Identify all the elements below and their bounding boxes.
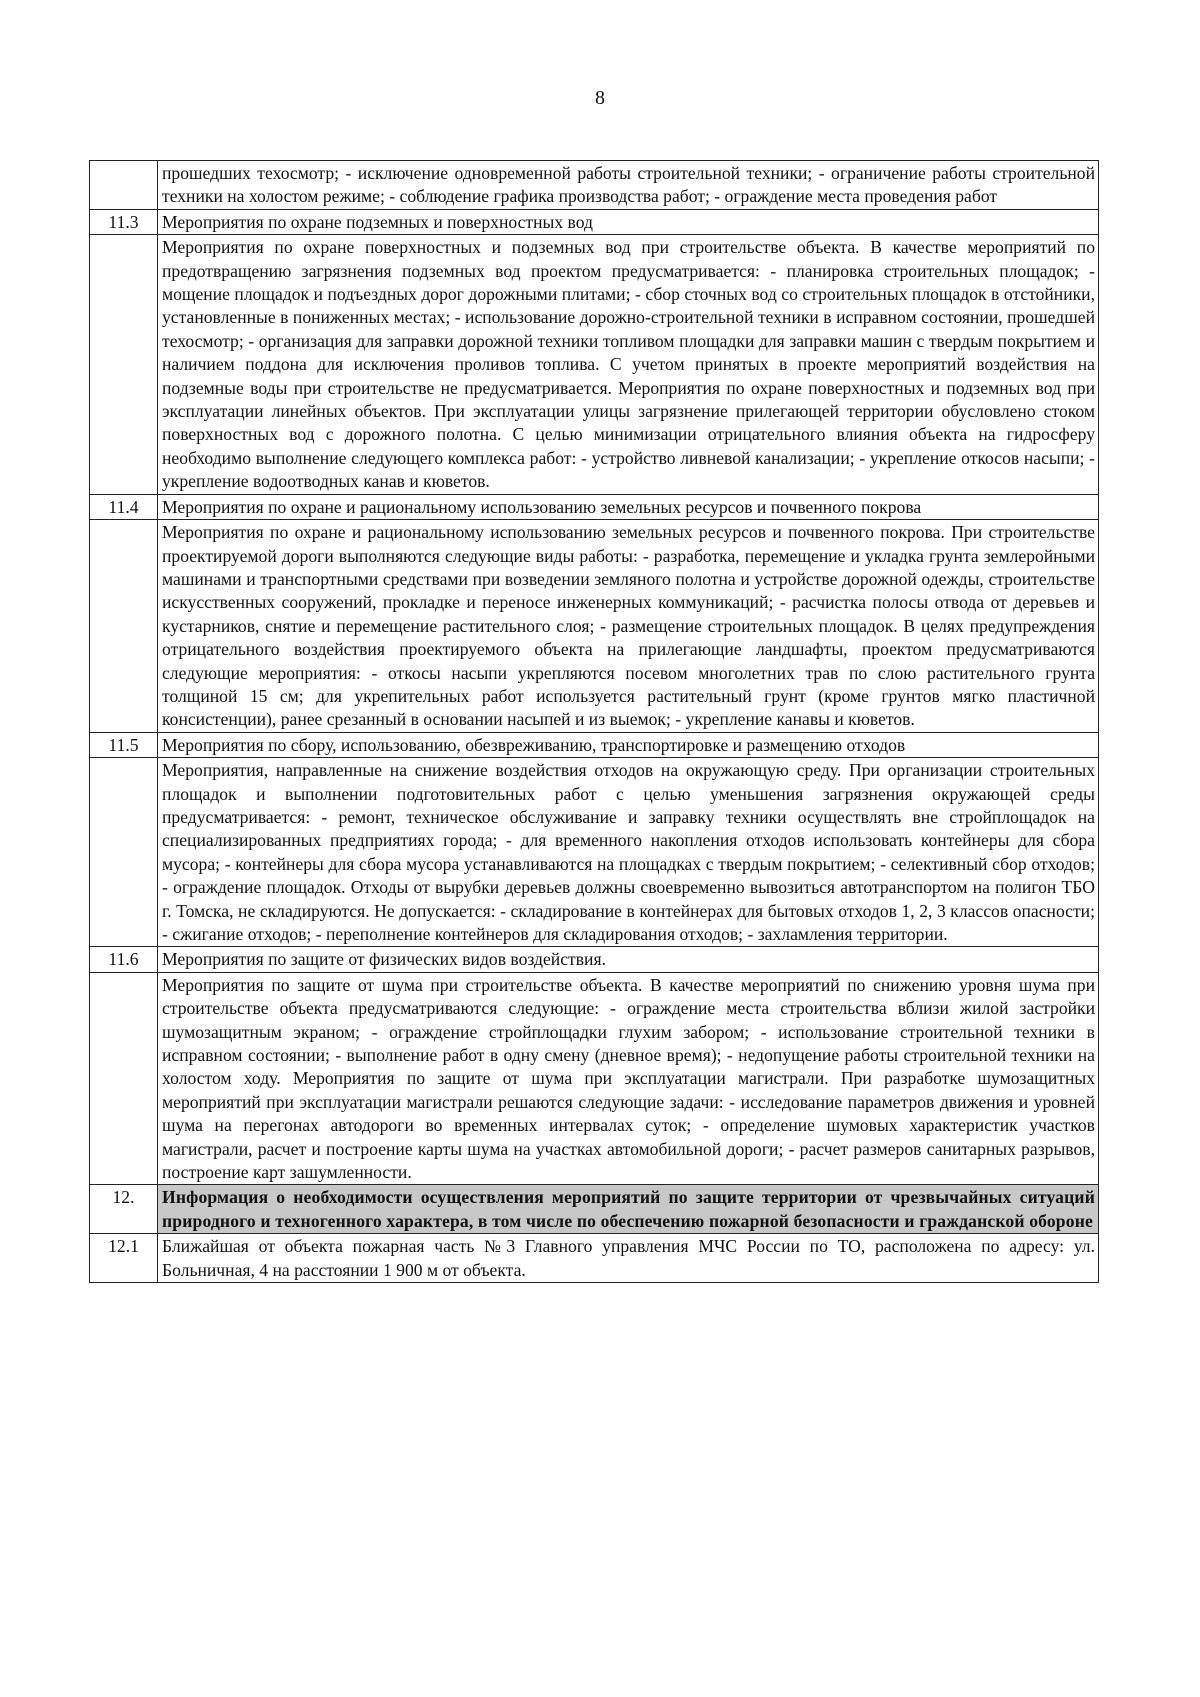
row-heading: Мероприятия по охране подземных и поверхностных вод	[158, 209, 1099, 234]
row-heading: Мероприятия по охране и рациональному использованию земельных ресурсов и почвенного покрова	[158, 494, 1099, 519]
row-text: Мероприятия по охране поверхностных и подземных вод при строительстве объекта. В качестве мероприятий по предотвращению загрязнения подземных вод проектом предусматривается: - планировка строительных площадок; - мощение площадок и подъездных дорог дорожными плитами; - сбор сточных вод со строительных площадок в отстойники, установленные в пониженных местах; - использование дорожно-строительной техники в исправном состоянии, прошедшей техосмотр; - организация для заправки дорожной техники топливом площадки для заправки машин с твердым покрытием и наличием поддона для исключения проливов топлива. С учетом принятых в проекте мероприятий воздействия на подземные воды при строительстве не предусматривается. Мероприятия по охране поверхностных и подземных вод при эксплуатации линейных объектов. При эксплуатации улицы загрязнение прилегающей территории обусловлено стоком поверхностных вод с дорожного полотна. С целью минимизации отрицательного влияния объекта на гидросферу необходимо выполнение следующего комплекса работ: - устройство ливневой канализации; - укрепление откосов насыпи; - укрепление водоотводных канав и кюветов.	[158, 235, 1099, 494]
row-number	[90, 235, 158, 494]
table-row	[90, 235, 1099, 494]
table-row	[90, 520, 1099, 733]
row-number	[90, 972, 158, 1185]
section-header-row	[90, 1185, 1099, 1234]
row-number	[90, 520, 158, 733]
table-row	[90, 758, 1099, 947]
row-number: 11.6	[90, 947, 158, 972]
table-row	[90, 972, 1099, 1185]
section-number: 12.	[90, 1185, 158, 1234]
row-number: 11.4	[90, 494, 158, 519]
row-text: прошедших техосмотр; - исключение одновременной работы строительной техники; - ограничение работы строительной техники на холостом режиме; - соблюдение графика производства работ; - ограждение места проведения работ	[158, 161, 1099, 210]
table-row	[90, 732, 1099, 757]
row-text: Ближайшая от объекта пожарная часть №3 Главного управления МЧС России по ТО, расположена по адресу: ул. Больничная, 4 на расстоянии 1 900 м от объекта.	[158, 1234, 1099, 1283]
table-row	[90, 161, 1099, 210]
table-row	[90, 209, 1099, 234]
row-text: Мероприятия, направленные на снижение воздействия отходов на окружающую среду. При организации строительных площадок и выполнении подготовительных работ с целью уменьшения загрязнения окружающей среды предусматривается: - ремонт, техническое обслуживание и заправку техники осуществлять вне стройплощадок на специализированных предприятиях города; - для временного накопления отходов использовать контейнеры для сбора мусора; - контейнеры для сбора мусора устанавливаются на площадках с твердым покрытием; - селективный сбор отходов; - ограждение площадок. Отходы от вырубки деревьев должны своевременно вывозиться автотранспортом на полигон ТБО г. Томска, не складируются. Не допускается: - складирование в контейнерах для бытовых отходов 1, 2, 3 классов опасности; - сжигание отходов; - переполнение контейнеров для складирования отходов; - захламления территории.	[158, 758, 1099, 947]
row-number: 12.1	[90, 1234, 158, 1283]
row-number: 11.5	[90, 732, 158, 757]
measures-table	[89, 160, 1099, 1283]
table-row	[90, 947, 1099, 972]
row-heading: Мероприятия по защите от физических видов воздействия.	[158, 947, 1099, 972]
section-title: Информация о необходимости осуществления мероприятий по защите территории от чрезвычайных ситуаций природного и техногенного характера, в том числе по обеспечению пожарной безопасности и гражданской обороне	[158, 1185, 1099, 1234]
row-number	[90, 161, 158, 210]
table-row	[90, 1234, 1099, 1283]
row-number: 11.3	[90, 209, 158, 234]
row-text: Мероприятия по защите от шума при строительстве объекта. В качестве мероприятий по снижению уровня шума при строительстве объекта предусматриваются следующие: - ограждение места строительства вблизи жилой застройки шумозащитным экраном; - ограждение стройплощадки глухим забором; - использование строительной техники в исправном состоянии; - выполнение работ в одну смену (дневное время); - недопущение работы строительной техники на холостом ходу. Мероприятия по защите от шума при эксплуатации магистрали. При разработке шумозащитных мероприятий при эксплуатации магистрали решаются следующие задачи: - исследование параметров движения и уровней шума на перегонах автодороги во временных интервалах суток; - определение шумовых характеристик участков магистрали, расчет и построение карты шума на участках автомобильной дороги; - расчет размеров санитарных разрывов, построение карт зашумленности.	[158, 972, 1099, 1185]
row-text: Мероприятия по охране и рациональному использованию земельных ресурсов и почвенного покрова. При строительстве проектируемой дороги выполняются следующие виды работы: - разработка, перемещение и укладка грунта землеройными машинами и транспортными средствами при возведении земляного полотна и устройстве дорожной одежды, строительстве искусственных сооружений, прокладке и переносе инженерных коммуникаций; - расчистка полосы отвода от деревьев и кустарников, снятие и перемещение растительного слоя; - размещение строительных площадок. В целях предупреждения отрицательного воздействия проектируемого объекта на прилегающие ландшафты, проектом предусматриваются следующие мероприятия: - откосы насыпи укрепляются посевом многолетних трав по слою растительного грунта толщиной 15 см; для укрепительных работ используется растительный грунт (кроме грунтов мягко пластичной консистенции), ранее срезанный в основании насыпей и из выемок; - укрепление канавы и кюветов.	[158, 520, 1099, 733]
page-number: 8	[595, 87, 605, 109]
table-row	[90, 494, 1099, 519]
row-heading: Мероприятия по сбору, использованию, обезвреживанию, транспортировке и размещению отходов	[158, 732, 1099, 757]
row-number	[90, 758, 158, 947]
